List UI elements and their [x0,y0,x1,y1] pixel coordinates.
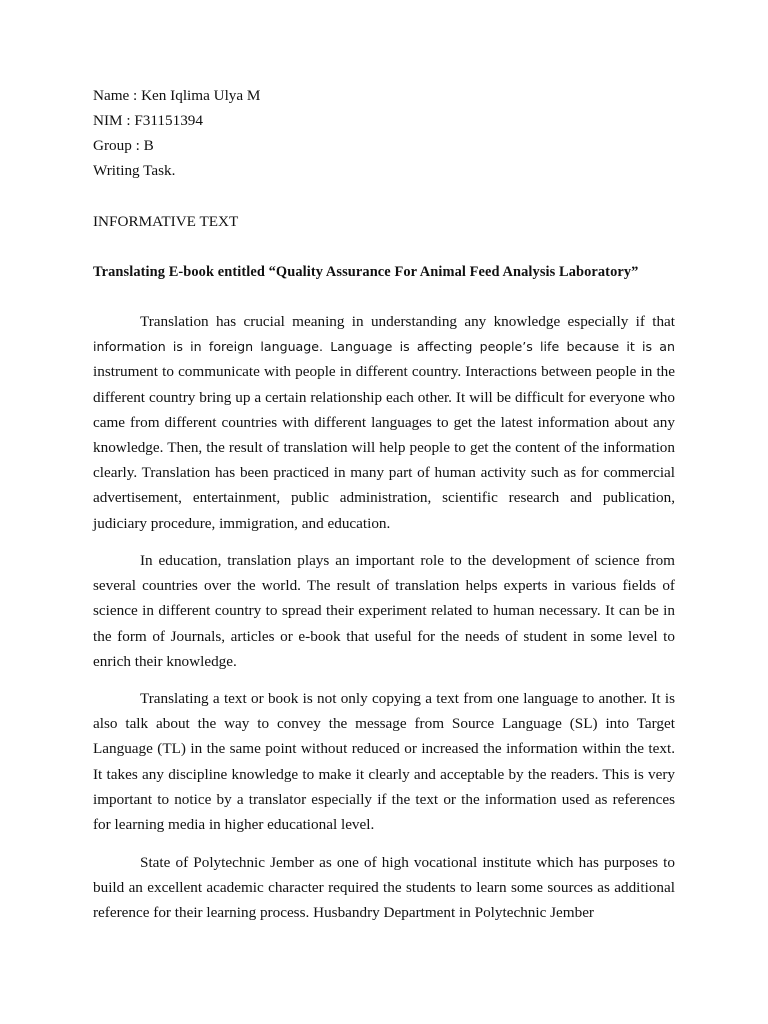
task-label: Writing Task. [93,162,176,179]
paragraph-4: State of Polytechnic Jember as one of high vocational institute which has purposes to build an excellent academic character required the students to learn some sources as additional reference for their learning process. Husbandry Department in Polytechnic Jember [93,854,675,922]
paragraph-1-alt-font-line: information is in foreign language. Language is affecting people’s life because it is an [93,339,675,355]
paragraph-1 [93,309,675,536]
paragraph-1-start: Translation has crucial meaning in understanding any knowledge especially if that [140,313,675,330]
paragraph-3: Translating a text or book is not only copying a text from one language to another. It is also talk about the way to convey the message from Source Language (SL) into Target Language (TL) in the same point without reduced or increased the information within the text. It takes any discipline knowledge to make it clearly and acceptable by the readers. This is very important to notice by a translator especially if the text or the information used as references for learning media in higher educational level. [93,690,675,834]
student-nim: NIM : F31151394 [93,112,203,129]
student-group: Group : B [93,137,154,154]
paragraph-1-rest: instrument to communicate with people in different country. Interactions between people in the different country bring up a certain relationship each other. It will be difficult for everyone who came from different countries with different languages to get the latest information about any knowledge. Then, the result of translation will help people to get the content of the information clearly. Translation has been practiced in many part of human activity such as for commercial advertisement, entertainment, public administration, scientific research and publication, judiciary procedure, immigration, and education. [93,363,675,532]
document-title: Translating E-book entitled “Quality Assurance For Animal Feed Analysis Laboratory” [93,264,639,280]
paragraph-2: In education, translation plays an important role to the development of science from several countries over the world. The result of translation helps experts in various fields of science in different country to spread their experiment related to human necessary. It can be in the form of Journals, articles or e-book that useful for the needs of student in some level to enrich their knowledge. [93,552,675,670]
section-heading: INFORMATIVE TEXT [93,213,239,230]
student-name: Name : Ken Iqlima Ulya M [93,87,261,104]
